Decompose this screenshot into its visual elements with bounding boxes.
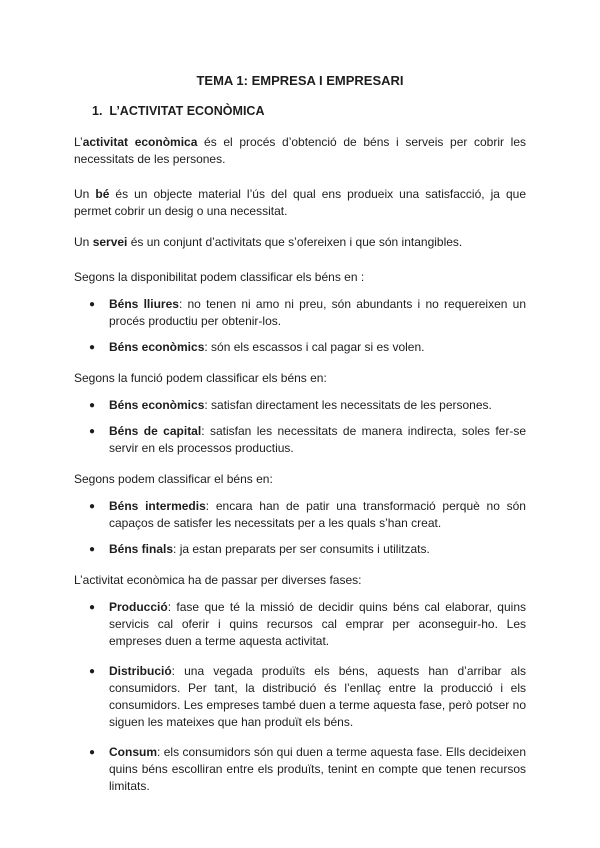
list-item-term: Béns lliures [109,297,179,311]
list-item-text: : una vegada produïts els béns, aquests han d’arribar als consumidors. Per tant, la distribució és l’enllaç entre la producció i els consumidors. Les empreses també duen a terme aquesta fase, però potser no siguen les mateixes que han produït els béns. [109,664,526,729]
list-item-term: Consum [109,745,157,759]
bullet-icon: ● [89,299,96,310]
term-be: bé [95,187,110,201]
list-item-text: : són els escassos i cal pagar si es volen. [204,340,425,354]
section-heading [92,103,526,120]
list-transformacio [74,498,526,558]
list-item-text: : els consumidors són qui duen a terme aquesta fase. Ells decideixen quins béns escolliran entre els produïts, tenint en compte que tenen recursos limitats. [109,745,526,793]
list-item-term: Distribució [109,664,172,678]
list-item [74,296,526,330]
list-item-text: : encara han de patir una transformació perquè no són capaços de satisfer les necessitats per a les quals s’han creat. [109,499,526,530]
bullet-icon: ● [89,342,96,353]
paragraph-be [74,186,526,220]
section-heading-text: L’ACTIVITAT ECONÒMICA [109,104,265,118]
list-lead-fases: L’activitat econòmica ha de passar per diverses fases: [74,573,362,587]
section-number: 1. [92,104,103,118]
bullet-icon: ● [89,400,96,411]
list-item-term: Béns de capital [109,424,202,438]
list-lead-disponibilitat: Segons la disponibilitat podem classificar els béns en : [74,270,365,284]
list-item [74,663,526,731]
list-lead-transformacio: Segons podem classificar el béns en: [74,472,273,486]
bullet-icon: ● [89,747,96,758]
paragraph-activitat [74,134,526,168]
bullet-icon: ● [89,426,96,437]
list-item-term: Béns econòmics [109,340,205,354]
list-lead-funcio: Segons la funció podem classificar els béns en: [74,371,327,385]
paragraph-text: Un [74,235,93,249]
list-item-text: : fase que té la missió de decidir quins béns cal elaborar, quins servicis cal oferir i quins recursos cal emprar per aconseguir-ho. Les empreses duen a terme aquesta activitat. [109,600,526,648]
document-content [74,72,526,808]
bullet-icon: ● [89,602,96,613]
list-item [74,541,526,558]
paragraph-text: és un conjunt d’activitats que s’ofereixen i que són intangibles. [127,235,463,249]
list-item [74,744,526,795]
term-activitat-economica: activitat econòmica [82,135,198,149]
list-item [74,339,526,356]
list-fases [74,599,526,795]
list-item-term: Béns finals [109,542,174,556]
list-funcio [74,397,526,457]
list-item [74,599,526,650]
bullet-icon: ● [89,501,96,512]
list-item [74,423,526,457]
list-disponibilitat [74,296,526,356]
paragraph-text: Un [74,187,96,201]
list-item-text: : no tenen ni amo ni preu, són abundants i no requereixen un procés productiu per obtenir-los. [109,297,526,328]
list-item-text: : ja estan preparats per ser consumits i utilitzats. [173,542,430,556]
list-item-term: Béns intermedis [109,499,206,513]
list-item-term: Béns econòmics [109,398,205,412]
bullet-icon: ● [89,666,96,677]
list-item [74,397,526,414]
bullet-icon: ● [89,544,96,555]
paragraph-servei [74,234,526,251]
document-title: TEMA 1: EMPRESA I EMPRESARI [196,73,404,88]
paragraph-text: és un objecte material l’ús del qual ens produeix una satisfacció, ja que permet cobrir un desig o una necessitat. [74,187,526,218]
term-servei: servei [92,235,128,249]
paragraph-text: és el procés d’obtenció de béns i serveis per cobrir les necessitats de les persones. [74,135,527,166]
list-item [74,498,526,532]
paragraph-text: L’ [74,135,83,149]
list-item-text: : satisfan directament les necessitats de les persones. [204,398,492,412]
list-item-text: : satisfan les necessitats de manera indirecta, soles fer-se servir en els processos productius. [109,424,526,455]
list-item-term: Producció [109,600,168,614]
